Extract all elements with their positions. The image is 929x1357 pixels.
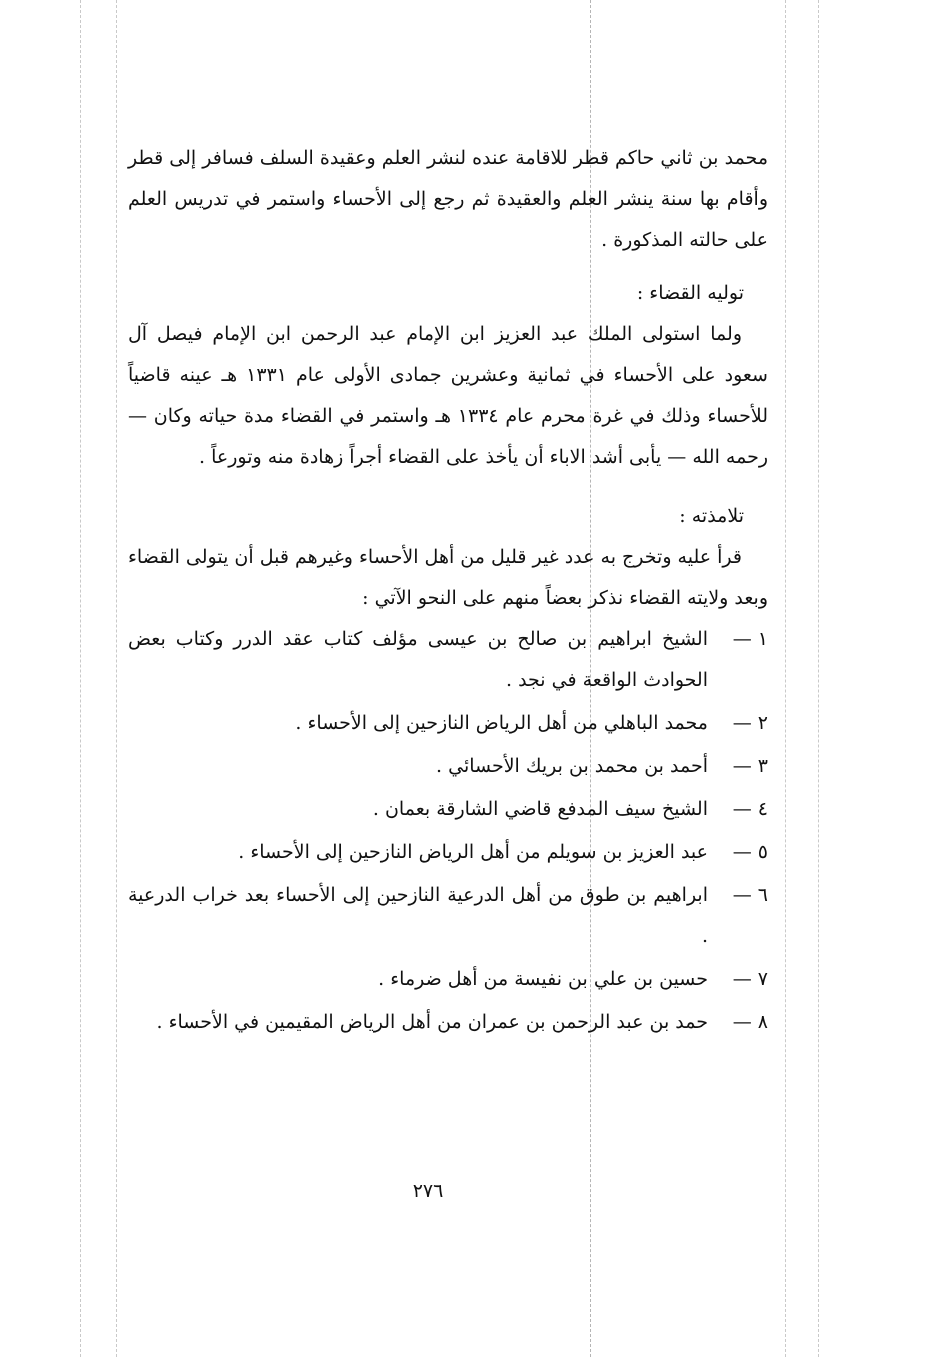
scan-guide-line — [785, 0, 786, 1357]
list-item — [128, 1002, 768, 1043]
list-item-number: ٧ — — [732, 968, 768, 990]
list-item-number: ٥ — — [732, 841, 768, 863]
scan-guide-line — [116, 0, 117, 1357]
list-item-number: ٣ — — [732, 755, 768, 777]
list-item-number: ٨ — — [732, 1011, 768, 1033]
list-item-number: ٢ — — [732, 712, 768, 734]
students-heading: تلامذته : — [679, 505, 744, 527]
list-item-text: عبد العزيز بن سويلم من أهل الرياض النازحين إلى الأحساء . — [238, 841, 708, 863]
page-number: ٢٧٦ — [412, 1180, 444, 1202]
list-item — [128, 959, 768, 1000]
scan-guide-line — [818, 0, 819, 1357]
list-item — [128, 789, 768, 830]
list-item-text: محمد الباهلي من أهل الرياض النازحين إلى الأحساء . — [295, 712, 708, 734]
list-item — [128, 746, 768, 787]
list-item-number: ٤ — — [732, 798, 768, 820]
students-list — [128, 619, 768, 1043]
list-item-text: حسين بن علي بن نفيسة من أهل ضرماء . — [378, 968, 708, 990]
list-item-text: أحمد بن محمد بن بريك الأحسائي . — [436, 755, 708, 777]
list-item-text: حمد بن عبد الرحمن بن عمران من أهل الرياض المقيمين في الأحساء . — [156, 1011, 708, 1033]
judiciary-paragraph: ولما استولى الملك عبد العزيز ابن الإمام عبد الرحمن ابن الإمام فيصل آل سعود على الأحساء في ثمانية وعشرين جمادى الأولى عام ١٣٣١ هـ عينه قاضياً للأحساء وذلك في غرة محرم عام ١٣٣٤ هـ واستمر في القضاء مدة حياته وكان — رحمه الله — يأبى أشد الاباء أن يأخذ على القضاء أجراً زهادة منه وتورعاً . — [128, 323, 768, 468]
judiciary-heading: توليه القضاء : — [636, 282, 744, 304]
page-content — [128, 138, 768, 1045]
list-item-text: الشيخ سيف المدفع قاضي الشارقة بعمان . — [372, 798, 708, 820]
students-intro-paragraph: قرأ عليه وتخرج به عدد غير قليل من أهل الأحساء وغيرهم قبل أن يتولى القضاء وبعد ولايته القضاء نذكر بعضاً منهم على النحو الآتي : — [128, 546, 768, 609]
list-item — [128, 875, 768, 957]
scan-guide-line — [80, 0, 81, 1357]
list-item-text: ابراهيم بن طوق من أهل الدرعية النازحين إلى الأحساء بعد خراب الدرعية . — [128, 884, 708, 947]
intro-paragraph: محمد بن ثاني حاكم قطر للاقامة عنده لنشر العلم وعقيدة السلف فسافر إلى قطر وأقام بها سنة ينشر العلم والعقيدة ثم رجع إلى الأحساء واستمر في تدريس العلم على حالته المذكورة . — [128, 147, 768, 251]
list-item — [128, 703, 768, 744]
list-item-text: الشيخ ابراهيم بن صالح بن عيسى مؤلف كتاب عقد الدرر وكتاب بعض الحوادث الواقعة في نجد . — [128, 628, 708, 691]
list-item-number: ١ — — [732, 628, 768, 650]
list-item-number: ٦ — — [732, 884, 768, 906]
list-item — [128, 619, 768, 701]
list-item — [128, 832, 768, 873]
